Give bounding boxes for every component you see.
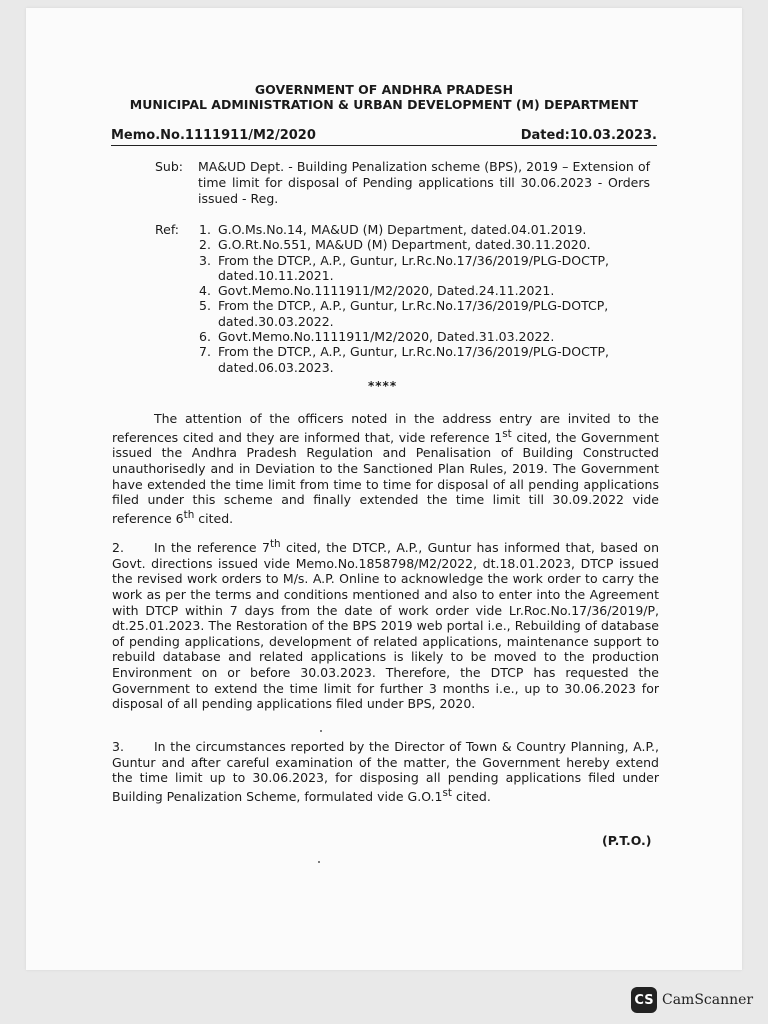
- reference-number: 2.: [199, 237, 211, 253]
- paragraph-number: 3.: [112, 739, 124, 754]
- page-turn-over: (P.T.O.): [602, 833, 652, 848]
- reference-text: From the DTCP., A.P., Guntur, Lr.Rc.No.17/36/2019/PLG-DOCTP, dated.10.11.2021.: [218, 252, 609, 283]
- reference-number: 1.: [199, 222, 211, 237]
- reference-number: 6.: [199, 329, 211, 345]
- header-department: MUNICIPAL ADMINISTRATION & URBAN DEVELOPMENT (M) DEPARTMENT: [129, 97, 639, 112]
- reference-list: [199, 222, 669, 375]
- reference-item: [199, 344, 669, 375]
- section-separator: ****: [368, 379, 398, 393]
- reference-number: 5.: [199, 298, 211, 314]
- reference-text: G.O.Rt.No.551, MA&UD (M) Department, dated.30.11.2020.: [218, 237, 591, 253]
- reference-number: 7.: [199, 344, 211, 360]
- reference-number: 4.: [199, 283, 211, 299]
- memo-number: Memo.No.1111911/M2/2020: [111, 128, 316, 143]
- speck-mark: [318, 861, 320, 863]
- subject-label: Sub:: [155, 159, 184, 174]
- paragraph-3: 3. In the circumstances reported by the Director of Town & Country Planning, A.P., Guntur and after careful examination of the matter, the Government hereby extend the time limit up to 30.06.2023, for disposing all pending applications filed under Building Penalization Scheme, formulated vide G.O.1st cited.: [112, 739, 659, 804]
- memo-line: [111, 128, 657, 146]
- reference-text: Govt.Memo.No.1111911/M2/2020, Dated.24.11.2021.: [218, 283, 555, 299]
- reference-item: [199, 222, 669, 237]
- reference-item: [199, 237, 669, 252]
- reference-item: [199, 283, 669, 298]
- reference-text: Govt.Memo.No.1111911/M2/2020, Dated.31.03.2022.: [218, 329, 555, 345]
- reference-text: From the DTCP., A.P., Guntur, Lr.Rc.No.17/36/2019/PLG-DOCTP, dated.06.03.2023.: [218, 344, 609, 375]
- memo-date: Dated:10.03.2023.: [520, 128, 657, 143]
- paragraph-2: 2. In the reference 7th cited, the DTCP., A.P., Guntur has informed that, based on Govt. directions issued vide Memo.No.1858798/M2/2022, dt.18.01.2023, DTCP issued the revised work orders to M/s. A.P. Online to acknowledge the work order to carry the work as per the terms and conditions mentioned and also to enter into the Agreement with DTCP within 7 days from the date of work order vide Lr.Roc.No.17/36/2019/P, dt.25.01.2023. The Restoration of the BPS 2019 web portal i.e., Rebuilding of database of pending applications, development of related applications, maintenance support to rebuild database and related applications is likely to be moved to the production Environment on or before 30.03.2023. Therefore, the DTCP has requested the Government to extend the time limit for further 3 months i.e., up to 30.06.2023 for disposal of all pending applications filed under BPS, 2020.: [112, 538, 659, 712]
- camscanner-label: CamScanner: [662, 992, 754, 1008]
- paragraph-1: The attention of the officers noted in the address entry are invited to the references cited and they are informed that, vide reference 1st cited, the Government issued the Andhra Pradesh Regulation and Penalisation of Building Constructed unauthorisedly and in Deviation to the Sanctioned Plan Rules, 2019. The Government have extended the time limit from time to time for disposal of all pending applications filed under this scheme and finally extended the time limit till 30.09.2022 vide reference 6th cited.: [112, 411, 659, 526]
- reference-text: From the DTCP., A.P., Guntur, Lr.Rc.No.17/36/2019/PLG-DOTCP, dated.30.03.2022.: [218, 298, 609, 329]
- reference-item: [199, 298, 669, 329]
- subject-text: MA&UD Dept. - Building Penalization scheme (BPS), 2019 – Extension of time limit for disposal of Pending applications till 30.06.2023 - Orders issued - Reg.: [198, 159, 650, 206]
- camscanner-logo-icon: CS: [631, 987, 657, 1013]
- reference-label: Ref:: [155, 222, 179, 237]
- camscanner-watermark: [631, 987, 753, 1013]
- header-government: GOVERNMENT OF ANDHRA PRADESH: [254, 82, 514, 97]
- reference-item: [199, 329, 669, 344]
- reference-number: 3.: [199, 252, 211, 268]
- reference-item: [199, 253, 669, 284]
- paragraph-number: 2.: [112, 540, 124, 556]
- reference-text: G.O.Ms.No.14, MA&UD (M) Department, dated.04.01.2019.: [218, 222, 587, 237]
- speck-mark: [320, 730, 322, 732]
